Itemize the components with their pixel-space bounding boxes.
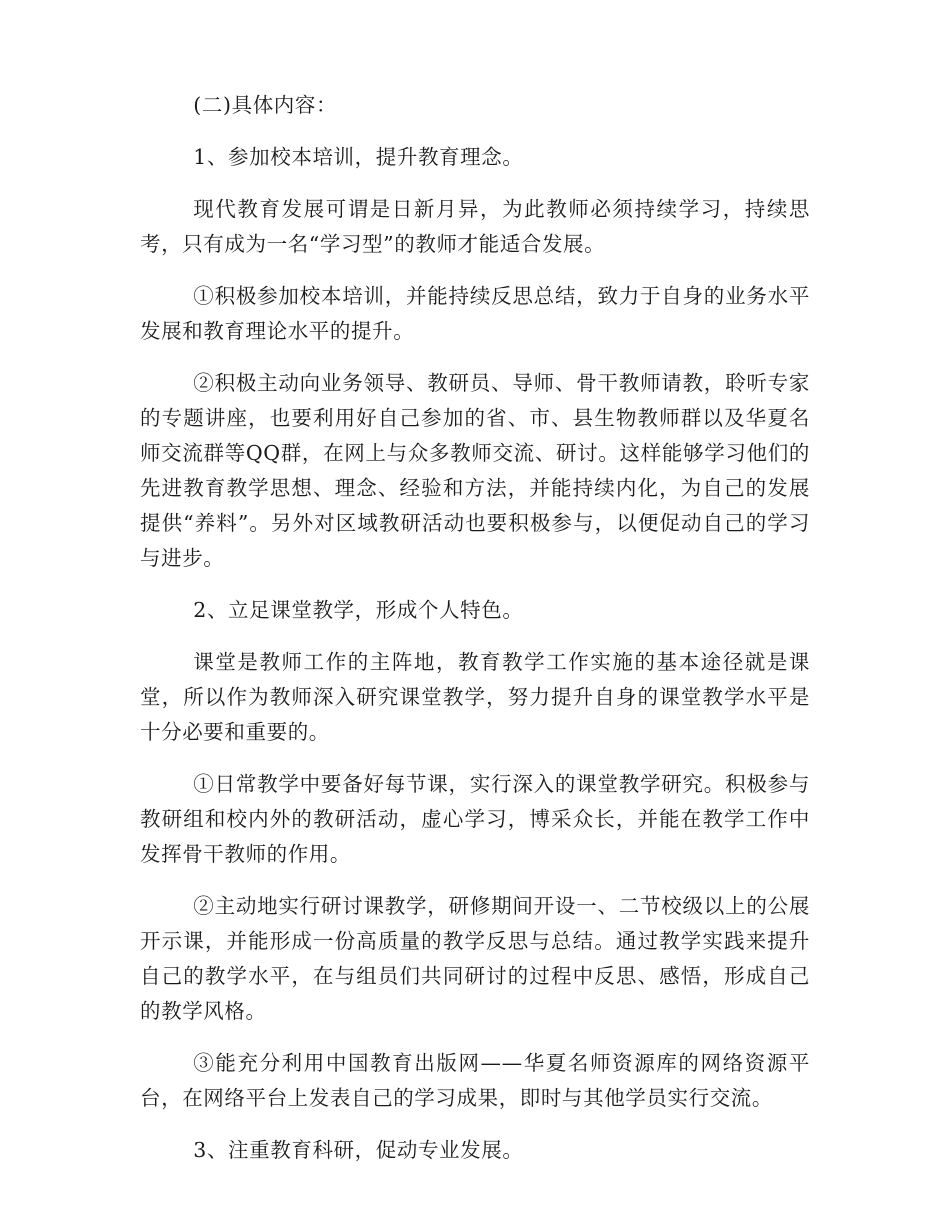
item-heading-3: 3、注重教育科研，促动专业发展。 bbox=[193, 1138, 524, 1162]
item-heading-2: 2、立足课堂教学，形成个人特色。 bbox=[193, 598, 524, 622]
paragraph-item-2-1: ①日常教学中要备好每节课，实行深入的课堂教学研究。积极参与教研组和校内外的教研活动，虚心学习，博采众长，并能在教学工作中发挥骨干教师的作用。 bbox=[140, 772, 810, 866]
paragraph-modern-education: 现代教育发展可谓是日新月异，为此教师必须持续学习，持续思考，只有成为一名“学习型”的教师才能适合发展。 bbox=[140, 197, 810, 256]
paragraph-item-1-2: ②积极主动向业务领导、教研员、导师、骨干教师请教，聆听专家的专题讲座，也要利用好自己参加的省、市、县生物教师群以及华夏名师交流群等QQ群，在网上与众多教师交流、研讨。这样能够学习他们的先进教育教学思想、理念、经验和方法，并能持续内化，为自己的发展提供“养料”。另外对区域教研活动也要积极参与，以便促动自己的学习与进步。 bbox=[140, 371, 810, 570]
item-heading-1: 1、参加校本培训，提升教育理念。 bbox=[193, 145, 524, 169]
document-body bbox=[140, 88, 810, 1185]
paragraph-item-1-1: ①积极参加校本培训，并能持续反思总结，致力于自身的业务水平发展和教育理论水平的提升。 bbox=[140, 284, 810, 343]
paragraph-item-2-3: ③能充分利用中国教育出版网——华夏名师资源库的网络资源平台，在网络平台上发表自己的学习成果，即时与其他学员实行交流。 bbox=[140, 1051, 810, 1110]
paragraph-classroom: 课堂是教师工作的主阵地，教育教学工作实施的基本途径就是课堂，所以作为教师深入研究课堂教学，努力提升自身的课堂教学水平是十分必要和重要的。 bbox=[140, 650, 810, 744]
paragraph-item-2-2: ②主动地实行研讨课教学，研修期间开设一、二节校级以上的公展开示课，并能形成一份高质量的教学反思与总结。通过教学实践来提升自己的教学水平，在与组员们共同研讨的过程中反思、感悟，形成自己的教学风格。 bbox=[140, 894, 810, 1023]
section-heading: (二)具体内容： bbox=[193, 93, 338, 117]
